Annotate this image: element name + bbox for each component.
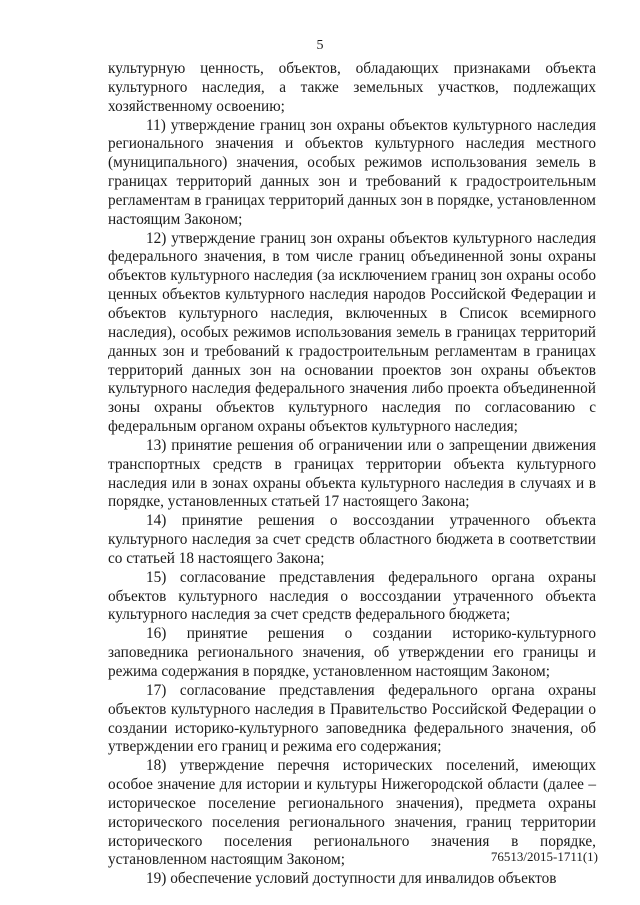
list-item-11: 11) утверждение границ зон охраны объектов культурного наследия регионального значения и объектов культурного наследия местного (муниципального) значения, особых режимов использования земель в границах территорий данных зон и требований к градостроительным регламентам в границах территорий данных зон в порядке, установленном настоящим Законом; [108, 116, 596, 228]
list-item-15: 15) согласование представления федерального органа охраны объектов культурного наследия о воссоздании утраченного объекта культурного наследия за счет средств федерального бюджета; [108, 568, 596, 624]
document-code: 76513/2015-1711(1) [490, 849, 598, 864]
page-number: 5 [316, 38, 324, 53]
list-item-12: 12) утверждение границ зон охраны объектов культурного наследия федерального значения, в том числе границ объединенной зоны охраны объектов культурного наследия (за исключением границ зон охраны особо ценных объектов культурного наследия народов Российской Федерации и объектов культурного наследия, включенных в Список всемирного наследия), особых режимов использования земель в границах территорий данных зон и требований к градостроительным регламентам в границах территорий данных зон на основании проектов зон охраны объектов культурного наследия федерального значения либо проекта объединенной зоны охраны объектов культурного наследия по согласованию с федеральным органом охраны объектов культурного наследия; [108, 229, 596, 436]
list-item-13: 13) принятие решения об ограничении или о запрещении движения транспортных средств в границах территории объекта культурного наследия или в зонах охраны объекта культурного наследия в случаях и в порядке, установленных статьей 17 настоящего Закона; [108, 436, 596, 511]
list-item-14: 14) принятие решения о воссоздании утраченного объекта культурного наследия за счет средств областного бюджета в соответствии со статьей 18 настоящего Закона; [108, 512, 596, 567]
list-item-17: 17) согласование представления федерального органа охраны объектов культурного наследия в Правительство Российской Федерации о создании историко-культурного заповедника федерального значения, об утверждении его границ и режима его содержания; [108, 681, 596, 756]
list-item-18: 18) утверждение перечня исторических поселений, имеющих особое значение для истории и культуры Нижегородской области (далее – историческое поселение регионального значения), предмета охраны исторического поселения регионального значения, границ территории исторического поселения регионального значения в порядке, установленном настоящим Законом; [108, 757, 596, 869]
paragraph-continuation: культурную ценность, объектов, обладающих признаками объекта культурного наследия, а также земельных участков, подлежащих хозяйственному освоению; [108, 60, 596, 115]
document-body [108, 60, 596, 889]
list-item-16: 16) принятие решения о создании историко-культурного заповедника регионального значения, об утверждении его границы и режима содержания в порядке, установленном настоящим Законом; [108, 625, 596, 680]
list-item-19: 19) обеспечение условий доступности для инвалидов объектов [146, 870, 557, 888]
